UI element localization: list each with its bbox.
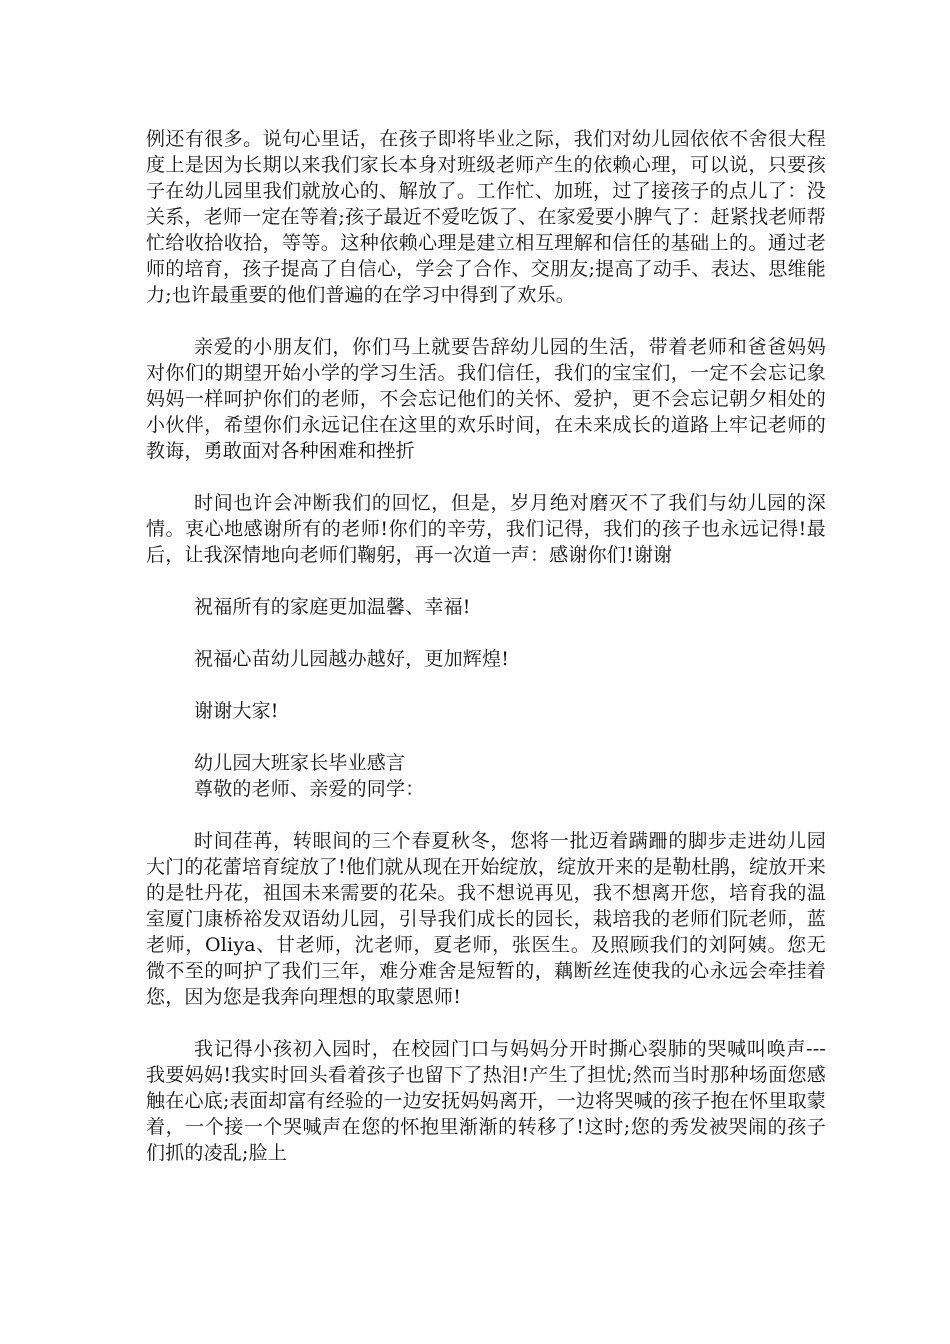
paragraph-1: 例还有很多。说句心里话，在孩子即将毕业之际，我们对幼儿园依依不舍很大程度上是因为长期以来我们家长本身对班级老师产生的依赖心理，可以说，只要孩子在幼儿园里我们就放心的、解放了。工作忙、加班，过了接孩子的点儿了：没关系，老师一定在等着;孩子最近不爱吃饭了、在家爱要小脾气了：赶紧找老师帮忙给收拾收拾，等等。这种依赖心理是建立相互理解和信任的基础上的。通过老师的培育，孩子提高了自信心，学会了合作、交朋友;提高了动手、表达、思维能力;也许最重要的他们普遍的在学习中得到了欢乐。 bbox=[146, 128, 826, 306]
paragraph-5: 我记得小孩初入园时，在校园门口与妈妈分开时撕心裂肺的哭喊叫唤声---我要妈妈!我实时回头看着孩子也留下了热泪!产生了担忧;然而当时那种场面您感触在心底;表面却富有经验的一边安抚妈妈离开，一边将哭喊的孩子抱在怀里取蒙着，一个接一个哭喊声在您的怀抱里渐渐的转移了!这时;您的秀发被哭闹的孩子们抓的凌乱;脸上 bbox=[146, 1038, 826, 1164]
paragraph-4: 时间荏苒，转眼间的三个春夏秋冬，您将一批迈着蹒跚的脚步走进幼儿园大门的花蕾培育绽放了!他们就从现在开始绽放，绽放开来的是勒杜鹃，绽放开来的是牡丹花，祖国未来需要的花朵。我不想说再见，我不想离开您，培育我的温室厦门康桥裕发双语幼儿园，引导我们成长的园长，栽培我的老师们阮老师，蓝老师，Oliya、甘老师，沈老师，夏老师，张医生。及照顾我们的刘阿姨。您无微不至的呵护了我们三年，难分难舍是短暂的，藕断丝连使我的心永远会牵挂着您，因为您是我奔向理想的取蒙恩师! bbox=[146, 830, 826, 1008]
paragraph-3: 时间也许会冲断我们的回忆，但是，岁月绝对磨灭不了我们与幼儿园的深情。衷心地感谢所有的老师!你们的辛劳，我们记得，我们的孩子也永远记得!最后，让我深情地向老师们鞠躬，再一次道一声：感谢你们!谢谢 bbox=[146, 492, 826, 566]
paragraph-2: 亲爱的小朋友们，你们马上就要告辞幼儿园的生活，带着老师和爸爸妈妈对你们的期望开始小学的学习生活。我们信任，我们的宝宝们，一定不会忘记象妈妈一样呵护你们的老师，不会忘记他们的关怀、爱护，更不会忘记朝夕相处的小伙伴，希望你们永远记住在这里的欢乐时间，在未来成长的道路上牢记老师的教诲，勇敢面对各种困难和挫折 bbox=[146, 336, 826, 462]
blessing-families: 祝福所有的家庭更加温馨、幸福! bbox=[194, 596, 471, 618]
document-page bbox=[146, 126, 826, 1192]
thanks-line: 谢谢大家! bbox=[194, 700, 279, 722]
blessing-kindergarten: 祝福心苗幼儿园越办越好，更加辉煌! bbox=[194, 648, 510, 670]
salutation: 尊敬的老师、亲爱的同学： bbox=[194, 778, 425, 800]
section-title: 幼儿园大班家长毕业感言 bbox=[194, 752, 406, 774]
